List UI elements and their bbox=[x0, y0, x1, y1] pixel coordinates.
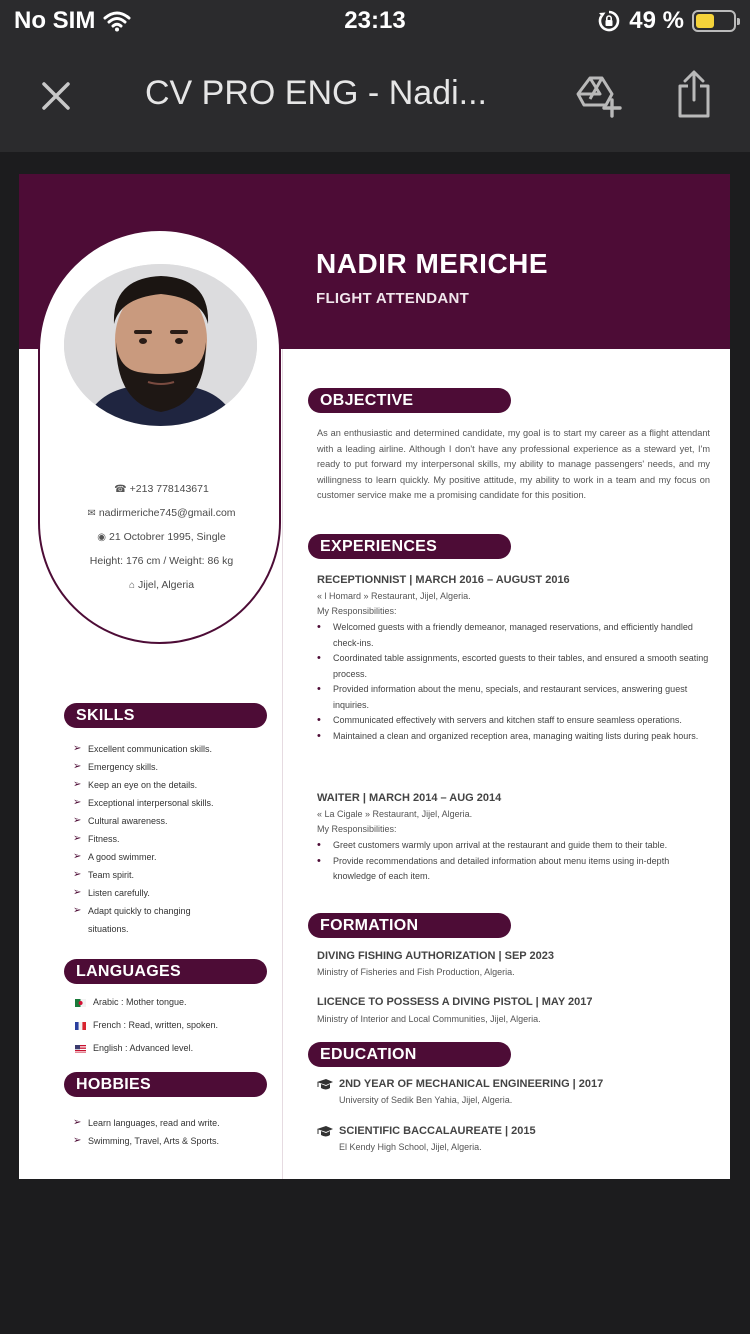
phone-icon: ☎ bbox=[114, 484, 127, 495]
birth-text: 21 Octobrer 1995, Single bbox=[108, 531, 226, 543]
battery-percent: 49 % bbox=[629, 7, 684, 34]
language-item bbox=[75, 991, 275, 1014]
responsibilities-label: My Responsibilities: bbox=[317, 824, 397, 834]
list-item: • Coordinated table assignments, escorted guests to their tables, and ensured a smooth seating process. bbox=[317, 651, 712, 682]
battery-icon bbox=[692, 10, 736, 32]
formation-issuer: Ministry of Fisheries and Fish Production, Algeria. bbox=[317, 967, 515, 977]
contact-phone bbox=[59, 483, 264, 495]
nav-bar bbox=[0, 44, 750, 152]
email-text: nadirmeriche745@gmail.com bbox=[98, 507, 236, 519]
list-item: ➢ Exceptional interpersonal skills. bbox=[73, 794, 273, 812]
education-school: University of Sedik Ben Yahia, Jijel, Algeria. bbox=[339, 1095, 513, 1105]
document-title: CV PRO ENG - Nadi... bbox=[145, 74, 487, 112]
graduation-cap-icon bbox=[316, 1078, 334, 1092]
formation-title: LICENCE TO POSSESS A DIVING PISTOL | MAY 2017 bbox=[317, 996, 593, 1008]
body-text: Height: 176 cm / Weight: 86 kg bbox=[89, 555, 234, 567]
experience-title: WAITER | MARCH 2014 – AUG 2014 bbox=[317, 792, 502, 804]
share-icon[interactable] bbox=[676, 70, 712, 118]
languages-list bbox=[75, 991, 275, 1060]
language-text: French : Read, written, spoken. bbox=[93, 1020, 219, 1030]
hobbies-heading: HOBBIES bbox=[64, 1072, 267, 1097]
list-item: • Provide recommendations and detailed information about menu items using in-depth knowledge of each item. bbox=[317, 854, 712, 885]
france-flag-icon bbox=[75, 1022, 86, 1030]
contact-body bbox=[59, 555, 264, 567]
list-item: ➢ Team spirit. bbox=[73, 866, 273, 884]
language-item bbox=[75, 1014, 275, 1037]
location-text: Jijel, Algeria bbox=[138, 579, 195, 591]
graduation-cap-icon bbox=[316, 1125, 334, 1139]
person-icon: ◉ bbox=[97, 532, 106, 543]
formation-title: DIVING FISHING AUTHORIZATION | SEP 2023 bbox=[317, 950, 554, 962]
cv-document[interactable] bbox=[19, 174, 730, 1179]
list-item: ➢ Adapt quickly to changing situations. bbox=[73, 902, 213, 938]
job-title: FLIGHT ATTENDANT bbox=[316, 290, 470, 307]
close-icon[interactable] bbox=[36, 76, 76, 116]
responsibilities-list bbox=[317, 620, 712, 744]
responsibilities-label: My Responsibilities: bbox=[317, 606, 397, 616]
list-item: ➢ Cultural awareness. bbox=[73, 812, 273, 830]
education-title: 2ND YEAR OF MECHANICAL ENGINEERING | 2017 bbox=[339, 1078, 604, 1090]
clock: 23:13 bbox=[344, 7, 406, 34]
add-to-drive-icon[interactable] bbox=[576, 72, 622, 118]
candidate-name: NADIR MERICHE bbox=[316, 248, 549, 279]
responsibilities-list bbox=[317, 838, 712, 885]
experiences-heading: EXPERIENCES bbox=[308, 534, 511, 559]
location-icon: ⌂ bbox=[128, 580, 135, 591]
email-icon: ✉ bbox=[87, 508, 96, 519]
phone-text: +213 778143671 bbox=[129, 483, 209, 495]
list-item: ➢ Swimming, Travel, Arts & Sports. bbox=[73, 1132, 273, 1150]
list-item: ➢ Learn languages, read and write. bbox=[73, 1114, 273, 1132]
carrier-label: No SIM bbox=[14, 7, 96, 34]
list-item: ➢ Emergency skills. bbox=[73, 758, 273, 776]
education-heading: EDUCATION bbox=[308, 1042, 511, 1067]
experience-place: « l Homard » Restaurant, Jijel, Algeria. bbox=[317, 591, 471, 601]
profile-photo bbox=[64, 264, 257, 426]
algeria-flag-icon bbox=[75, 999, 86, 1007]
person-portrait bbox=[64, 264, 257, 426]
status-bar bbox=[0, 0, 750, 44]
column-divider bbox=[282, 349, 283, 1179]
list-item: • Greet customers warmly upon arrival at the restaurant and guide them to their table. bbox=[317, 838, 712, 854]
list-item: ➢ Listen carefully. bbox=[73, 884, 273, 902]
status-right bbox=[597, 7, 736, 35]
skills-list bbox=[73, 740, 273, 938]
language-text: Arabic : Mother tongue. bbox=[93, 997, 187, 1007]
list-item: ➢ Excellent communication skills. bbox=[73, 740, 273, 758]
list-item: • Welcomed guests with a friendly demeanor, managed reservations, and efficiently handled check-ins. bbox=[317, 620, 712, 651]
experience-place: « La Cigale » Restaurant, Jijel, Algeria. bbox=[317, 809, 473, 819]
education-school: El Kendy High School, Jijel, Algeria. bbox=[339, 1142, 482, 1152]
education-title: SCIENTIFIC BACCALAUREATE | 2015 bbox=[339, 1125, 536, 1137]
list-item: ➢ Keep an eye on the details. bbox=[73, 776, 273, 794]
list-item: • Maintained a clean and organized reception area, managing waiting lists during peak hours. bbox=[317, 729, 712, 745]
formation-issuer: Ministry of Interior and Local Communities, Jijel, Algeria. bbox=[317, 1014, 541, 1024]
orientation-lock-icon bbox=[597, 9, 621, 33]
usa-flag-icon bbox=[75, 1045, 86, 1053]
skills-heading: SKILLS bbox=[64, 703, 267, 728]
language-text: English : Advanced level. bbox=[93, 1043, 194, 1053]
objective-heading: OBJECTIVE bbox=[308, 388, 511, 413]
objective-text: As an enthusiastic and determined candidate, my goal is to start my career as a flight attendant with a leading airline. Although I don't have any professional experience as a steward yet, I'm ready to put forward my interpersonal skills, my ability to manage passengers' needs, and my willingness to learn quickly. My positive attitude, my ability to work in a team and my focus on customer service make me a promising candidate for this position. bbox=[317, 428, 710, 500]
battery-fill bbox=[696, 14, 714, 28]
hobbies-list bbox=[73, 1114, 273, 1150]
contact-location bbox=[59, 579, 264, 591]
contact-email bbox=[59, 507, 264, 519]
formation-heading: FORMATION bbox=[308, 913, 511, 938]
languages-heading: LANGUAGES bbox=[64, 959, 267, 984]
list-item: ➢ A good swimmer. bbox=[73, 848, 273, 866]
list-item: ➢ Fitness. bbox=[73, 830, 273, 848]
list-item: • Provided information about the menu, specials, and restaurant services, answering guest inquiries. bbox=[317, 682, 712, 713]
list-item: • Communicated effectively with servers and kitchen staff to ensure seamless operations. bbox=[317, 713, 712, 729]
experience-title: RECEPTIONNIST | MARCH 2016 – AUGUST 2016 bbox=[317, 574, 570, 586]
contact-birth bbox=[59, 531, 264, 543]
language-item bbox=[75, 1037, 275, 1060]
